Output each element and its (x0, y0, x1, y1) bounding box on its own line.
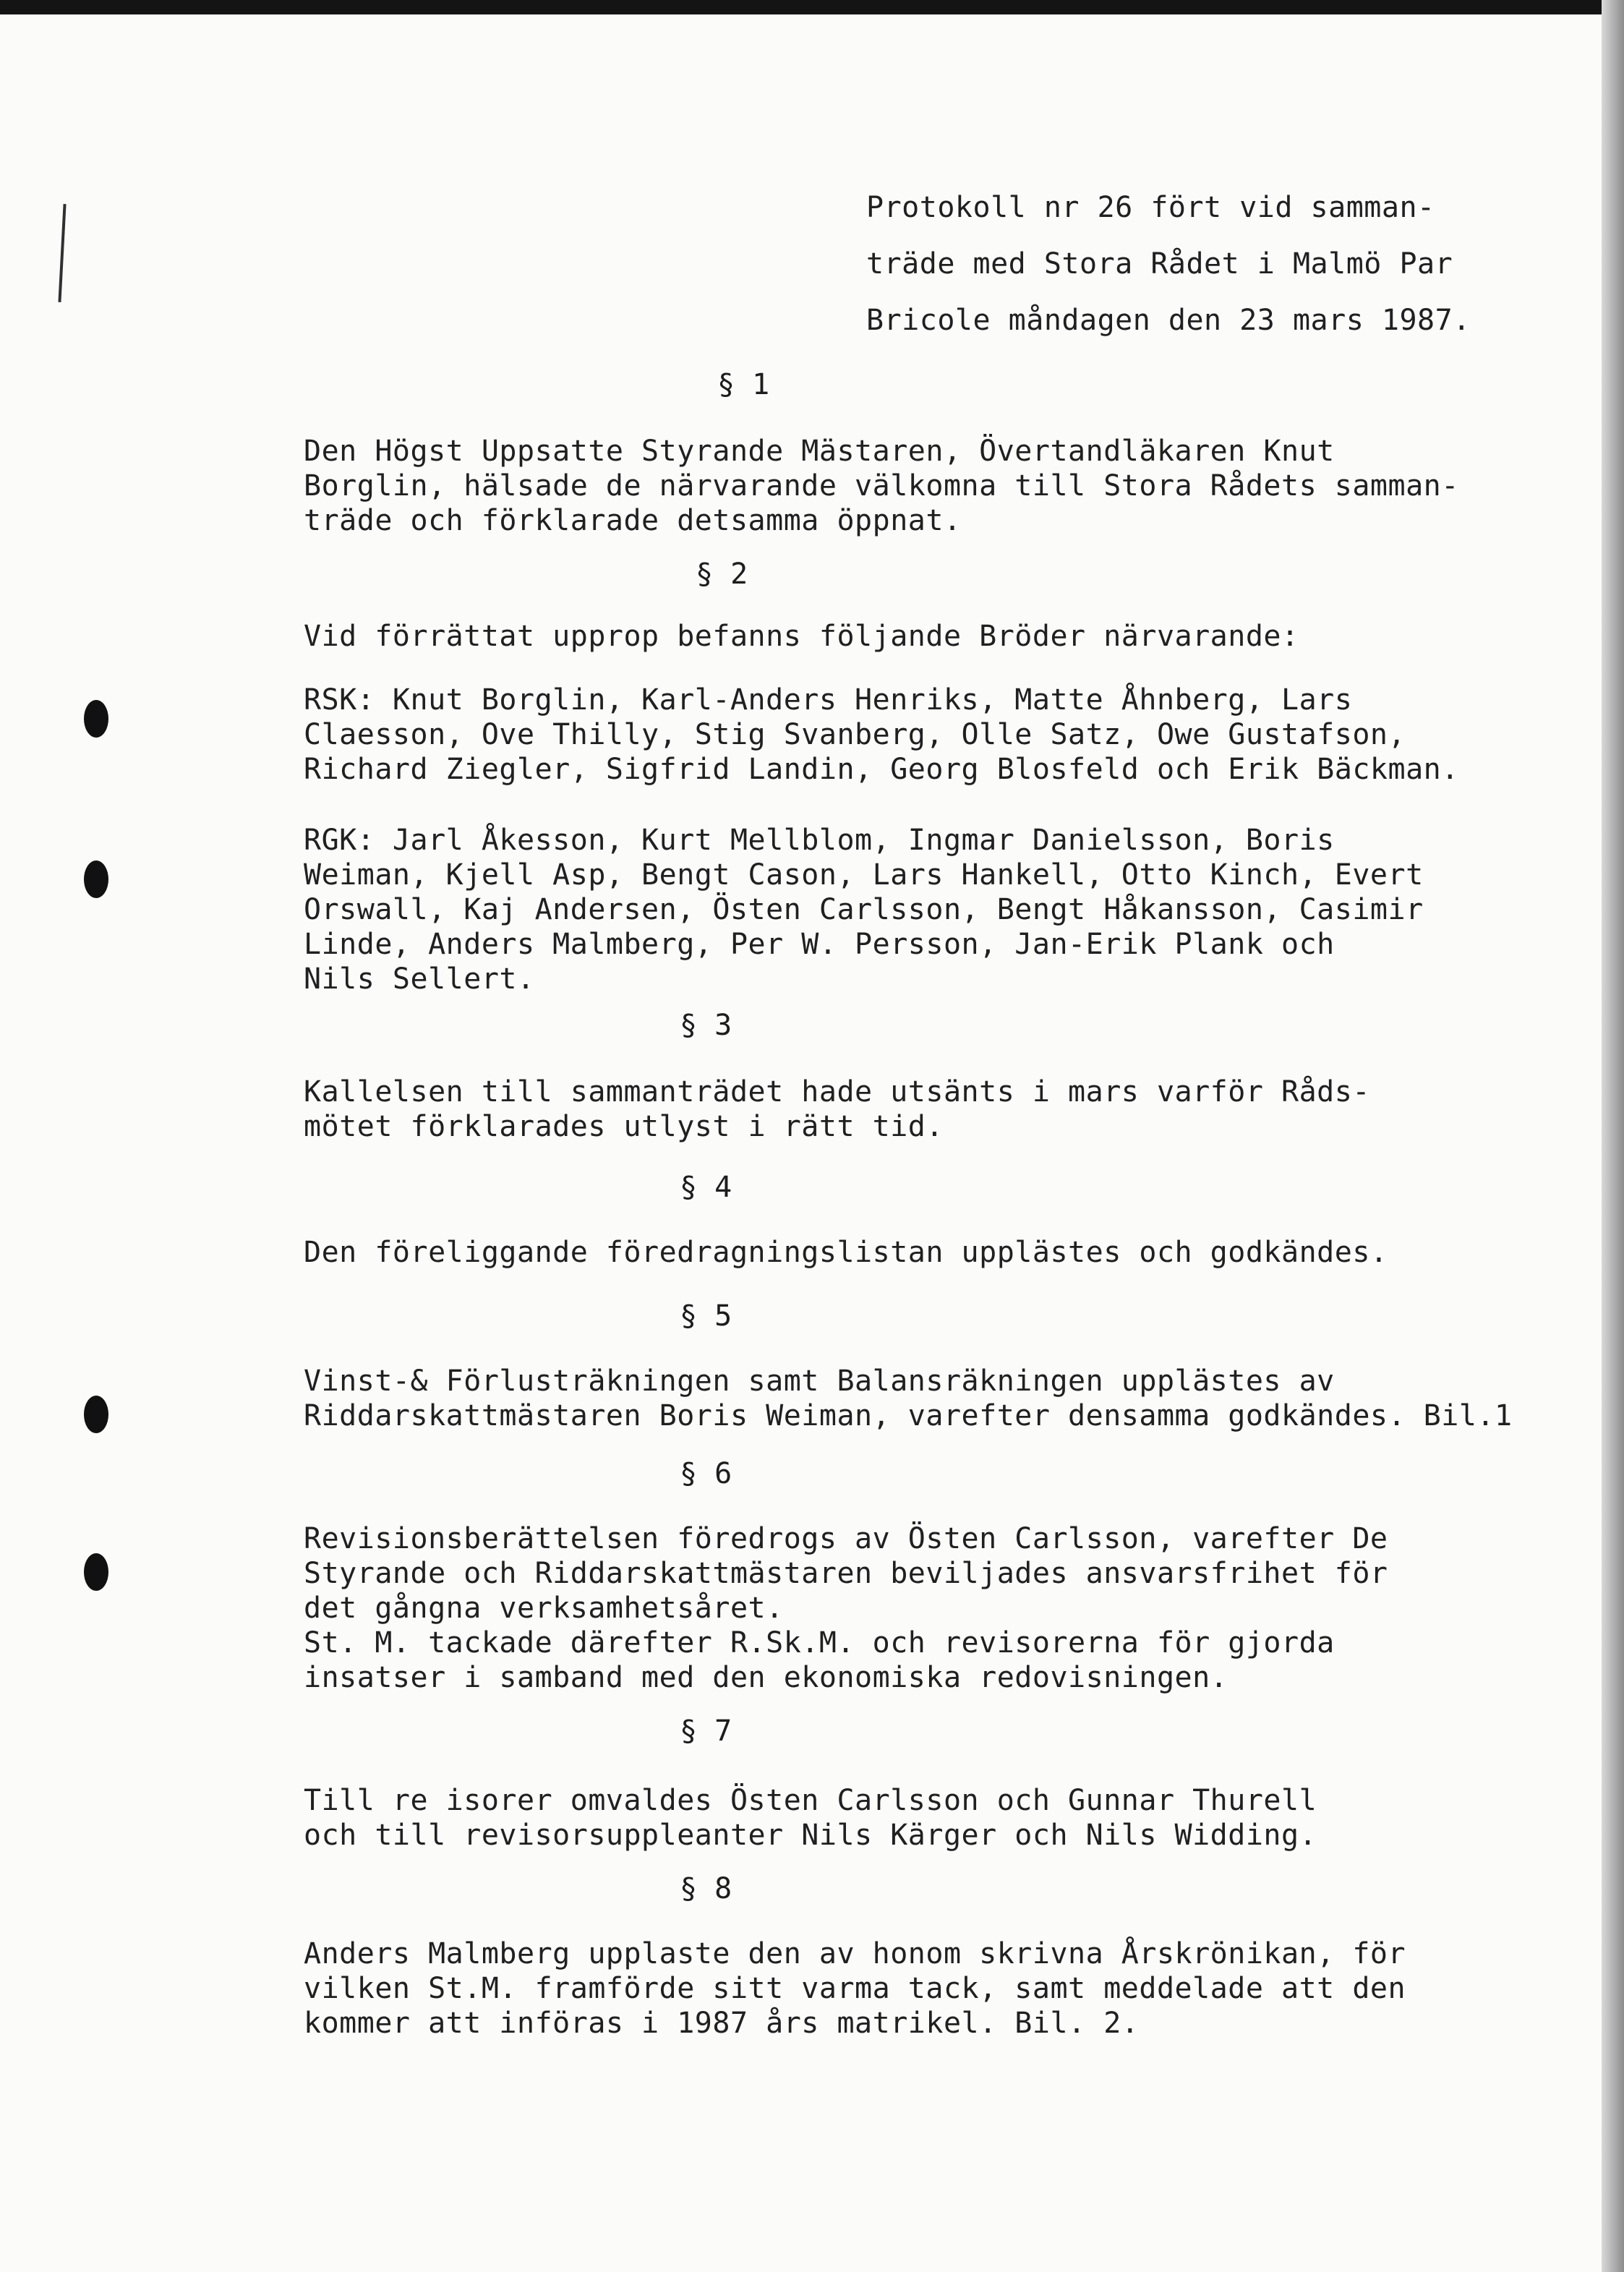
punch-hole-1 (84, 700, 108, 738)
section-6-heading: § 6 (680, 1457, 732, 1490)
punch-hole-3 (84, 1396, 108, 1433)
section-2-text: Vid förrättat upprop befanns följande Bröder närvarande: (304, 620, 1299, 653)
section-3-text: Kallelsen till sammanträdet hade utsänts i mars varför Råds- mötet förklarades utlyst i rätt tid. (304, 1075, 1370, 1143)
section-8-text: Anders Malmberg upplaste den av honom skrivna Årskrönikan, för vilken St.M. framförde sitt varma tack, samt meddelade att den kommer att införas i 1987 års matrikel. Bil. 2. (304, 1937, 1406, 2040)
section-5-text: Vinst-& Förlusträkningen samt Balansräkningen upplästes av Riddarskattmästaren Boris Weiman, varefter densamma godkändes. Bil.1 (304, 1365, 1513, 1432)
section-6-text: Revisionsberättelsen föredrogs av Östen Carlsson, varefter De Styrande och Riddarskattmästaren beviljades ansvarsfrihet för det gångna verksamhetsåret. St. M. tackade därefter R.Sk.M. och revisorerna för gjorda insatser i samband med den ekonomiska redovisningen. (304, 1522, 1388, 1694)
section-4-heading: § 4 (680, 1171, 732, 1204)
section-1-heading: § 1 (717, 368, 770, 401)
section-5-heading: § 5 (680, 1299, 732, 1333)
punch-hole-4 (84, 1553, 108, 1591)
section-2-heading: § 2 (696, 558, 748, 591)
top-dark-band (0, 0, 1624, 14)
section-4-text: Den föreliggande föredragningslistan upplästes och godkändes. (304, 1236, 1388, 1269)
right-shadow (1602, 0, 1624, 2272)
rgk-members: RGK: Jarl Åkesson, Kurt Mellblom, Ingmar Danielsson, Boris Weiman, Kjell Asp, Bengt Cason, Lars Hankell, Otto Kinch, Evert Orswall, Kaj Andersen, Östen Carlsson, Bengt Håkansson, Casimir Linde, Anders Malmberg, Per W. Persson, Jan-Erik Plank och Nils Sellert. (304, 824, 1424, 996)
section-1-text: Den Högst Uppsatte Styrande Mästaren, Övertandläkaren Knut Borglin, hälsade de närvarande välkomna till Stora Rådets samman- träde och förklarade detsamma öppnat. (304, 435, 1459, 537)
rsk-members: RSK: Knut Borglin, Karl-Anders Henriks, Matte Åhnberg, Lars Claesson, Ove Thilly, Stig Svanberg, Olle Satz, Owe Gustafson, Richard Ziegler, Sigfrid Landin, Georg Blosfeld och Erik Bäckman. (304, 683, 1459, 786)
section-3-heading: § 3 (680, 1009, 732, 1042)
section-7-heading: § 7 (680, 1714, 732, 1748)
section-7-text: Till re isorer omvaldes Östen Carlsson och Gunnar Thurell och till revisorsuppleanter Nils Kärger och Nils Widding. (304, 1784, 1317, 1852)
protocol-header: Protokoll nr 26 fört vid samman- träde med Stora Rådet i Malmö Par Bricole måndagen den 23 mars 1987. (866, 191, 1471, 337)
section-8-heading: § 8 (680, 1872, 732, 1905)
punch-hole-2 (84, 860, 108, 898)
